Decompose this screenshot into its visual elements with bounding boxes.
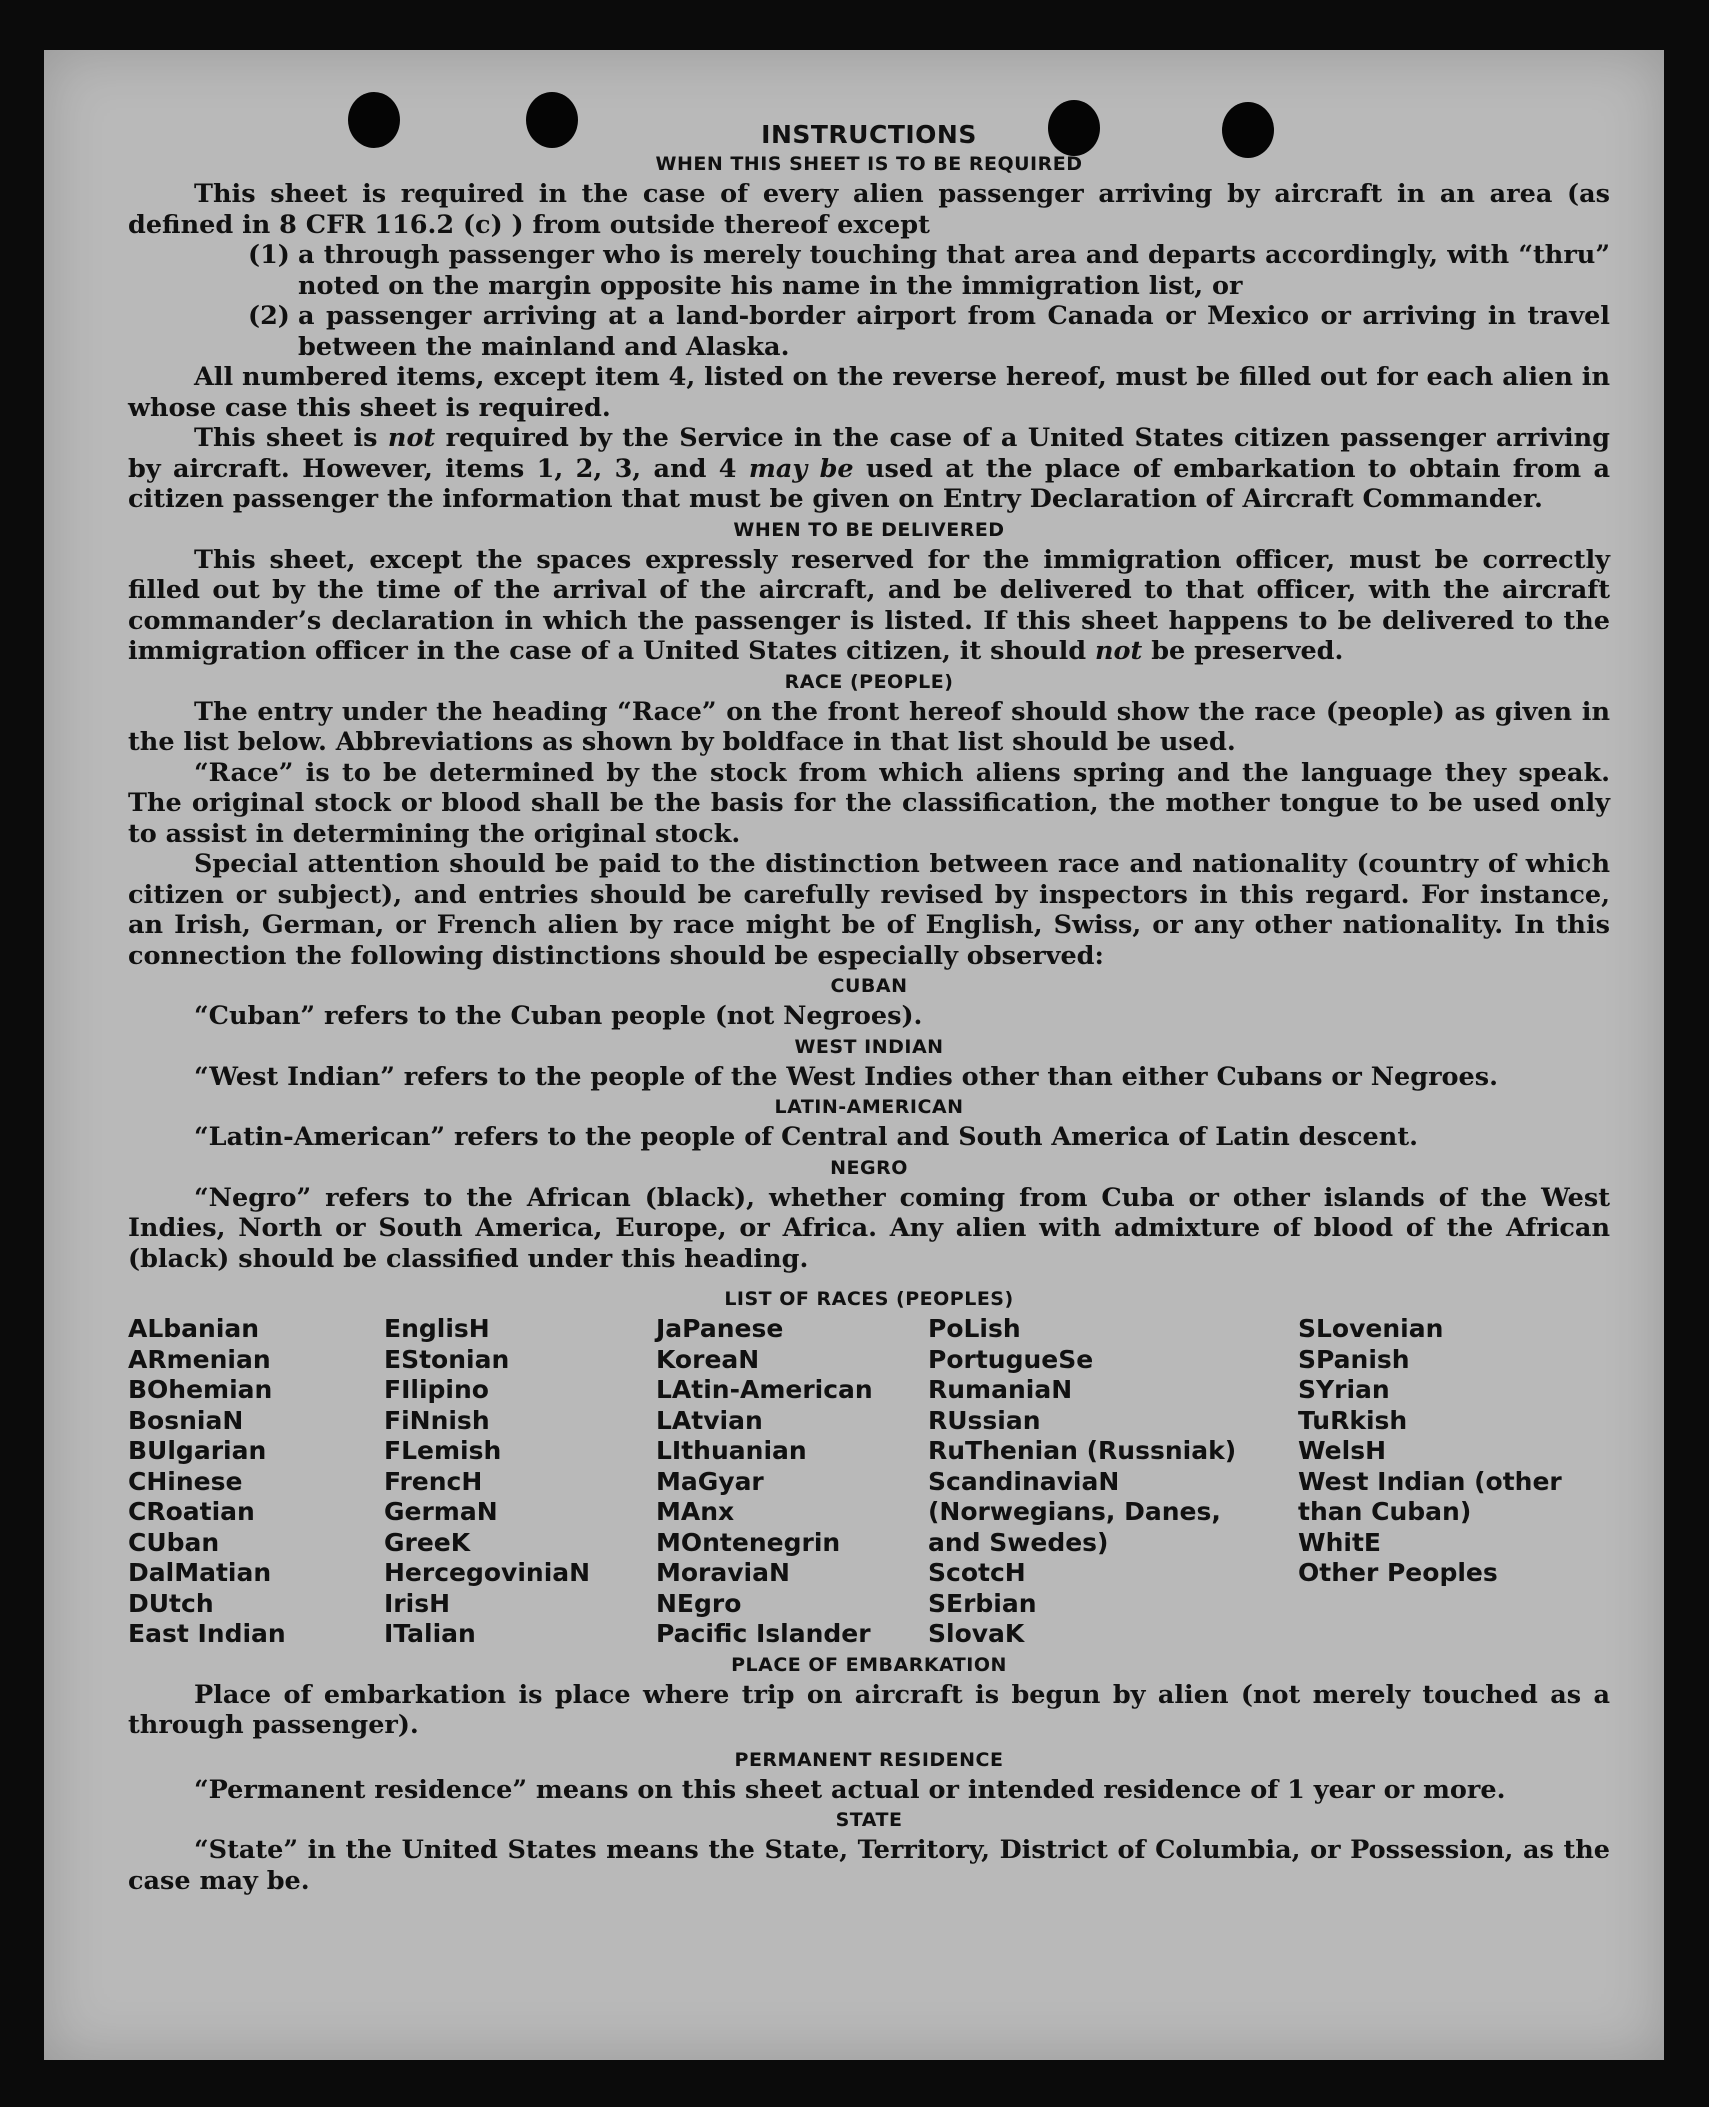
race-entry: JaPanese — [656, 1314, 784, 1343]
race-entry: GermaN — [384, 1497, 498, 1526]
race-entry: SLovenian — [1298, 1314, 1444, 1343]
race-entry: CRoatian — [128, 1497, 255, 1526]
race-entry: FrencH — [384, 1466, 483, 1496]
document-sheet — [44, 50, 1664, 2060]
item-text: a passenger arriving at a land-border airport from Canada or Mexico or arriving in travel between the mainland and Alaska. — [298, 301, 1610, 362]
race-entry: MoraviaN — [656, 1558, 790, 1587]
race-entry: DalMatian — [128, 1558, 272, 1587]
race-entry: GreeK — [384, 1527, 471, 1557]
race-entry: ARmenian — [128, 1344, 271, 1374]
paragraph: Special attention should be paid to the distinction between race and nationality (country of which citizen or subject), and entries should be carefully revised by inspectors in this regard. For instance, an Irish, German, or French alien by race might be of English, Swiss, or any other nationality. In this connection the following distinctions should be especially observed: — [128, 849, 1610, 971]
section-heading: PLACE OF EMBARKATION — [731, 1653, 1007, 1676]
race-entry: FiNnish — [384, 1405, 490, 1435]
race-entry: ScotcH — [928, 1558, 1026, 1587]
instructions-content — [128, 120, 1610, 1896]
race-entry: BOhemian — [128, 1375, 273, 1404]
race-entry: Other Peoples — [1298, 1558, 1498, 1587]
paragraph: The entry under the heading “Race” on the front hereof should show the race (people) as given in the list below. Abbreviations as shown by boldface in that list should be used. — [128, 696, 1610, 757]
section-heading: WHEN TO BE DELIVERED — [733, 518, 1005, 541]
section-heading: RACE (PEOPLE) — [784, 670, 954, 693]
section-heading: WEST INDIAN — [794, 1035, 944, 1058]
definition: “State” in the United States means the State, Territory, District of Columbia, or Possession, as the case may be. — [128, 1835, 1610, 1896]
race-entry: EStonian — [384, 1344, 510, 1374]
race-entry: RumaniaN — [928, 1375, 1073, 1404]
race-entry: EnglisH — [384, 1314, 490, 1343]
race-entry: RUssian — [928, 1405, 1041, 1435]
race-entry: LIthuanian — [656, 1436, 807, 1465]
race-entry: TuRkish — [1298, 1405, 1408, 1435]
race-entry: NEgro — [656, 1588, 742, 1618]
section-heading: PERMANENT RESIDENCE — [734, 1748, 1004, 1771]
section-heading: NEGRO — [830, 1156, 908, 1179]
definition: Place of embarkation is place where trip on aircraft is begun by alien (not merely touched as a through passenger). — [128, 1679, 1610, 1740]
page-title: INSTRUCTIONS — [761, 120, 977, 149]
race-entry: ITalian — [384, 1619, 476, 1648]
race-entry: WelsH — [1298, 1436, 1387, 1465]
paragraph: This sheet is not required by the Service in the case of a United States citizen passenger arriving by aircraft. However, items 1, 2, 3, and 4 may be used at the place of embarkation to obtain from a citizen passenger the information that must be given on Entry Declaration of Aircraft Commander. — [128, 423, 1610, 514]
race-column — [128, 1314, 384, 1650]
race-entry: BosniaN — [128, 1405, 244, 1435]
race-entry: East Indian — [128, 1619, 286, 1648]
paragraph: “Race” is to be determined by the stock from which aliens spring and the language they speak. The original stock or blood shall be the basis for the classification, the mother tongue to be used only to assist in determining the original stock. — [128, 757, 1610, 849]
item-number: (1) — [248, 240, 290, 270]
list-item — [128, 301, 1610, 362]
paragraph: All numbered items, except item 4, listed on the reverse hereof, must be filled out for each alien in whose case this sheet is required. — [128, 362, 1610, 423]
race-column — [1298, 1314, 1598, 1650]
race-column — [384, 1314, 656, 1650]
race-entry: RuThenian (Russniak) — [928, 1436, 1237, 1465]
race-entry: IrisH — [384, 1588, 451, 1618]
paragraph: This sheet is required in the case of every alien passenger arriving by aircraft in an area (as defined in 8 CFR 116.2 (c) ) from outside thereof except — [128, 179, 1610, 240]
race-entry: CUban — [128, 1527, 220, 1557]
race-entry: HercegoviniaN — [384, 1558, 591, 1587]
race-entry: SErbian — [928, 1588, 1037, 1618]
race-entry: WhitE — [1298, 1527, 1381, 1557]
race-entry: Pacific Islander — [656, 1619, 871, 1648]
race-entry: KoreaN — [656, 1344, 760, 1374]
definition: “Cuban” refers to the Cuban people (not Negroes). — [194, 1001, 923, 1031]
race-entry: ALbanian — [128, 1314, 260, 1343]
item-number: (2) — [248, 301, 290, 331]
race-column — [656, 1314, 928, 1650]
race-entry: LAtvian — [656, 1405, 763, 1435]
race-entry: CHinese — [128, 1466, 243, 1496]
race-entry: SYrian — [1298, 1375, 1390, 1404]
race-entry: BUlgarian — [128, 1436, 267, 1465]
race-entry: ScandinaviaN (Norwegians, Danes, and Swedes) — [928, 1466, 1221, 1557]
race-entry: PortugueSe — [928, 1344, 1094, 1374]
section-heading: STATE — [835, 1809, 903, 1831]
race-entry: MAnx — [656, 1497, 735, 1526]
race-entry: FIlipino — [384, 1375, 489, 1404]
race-entry: MOntenegrin — [656, 1527, 841, 1557]
list-item — [128, 240, 1610, 301]
race-entry: MaGyar — [656, 1466, 764, 1496]
section-heading: LATIN-AMERICAN — [774, 1096, 964, 1118]
race-column — [928, 1314, 1298, 1650]
item-text: a through passenger who is merely touching that area and departs accordingly, with “thru” noted on the margin opposite his name in the immigration list, or — [298, 240, 1610, 301]
definition: “Negro” refers to the African (black), whether coming from Cuba or other islands of the West Indies, North or South America, Europe, or Africa. Any alien with admixture of blood of the African (black) should be classified under this heading. — [128, 1182, 1610, 1274]
definition: “Latin-American” refers to the people of Central and South America of Latin descent. — [194, 1122, 1418, 1152]
definition: “West Indian” refers to the people of the West Indies other than either Cubans or Negroes. — [194, 1061, 1498, 1092]
race-entry: West Indian (other than Cuban) — [1298, 1466, 1562, 1526]
section-heading: WHEN THIS SHEET IS TO BE REQUIRED — [655, 153, 1083, 175]
race-list — [128, 1314, 1610, 1650]
definition: “Permanent residence” means on this sheet actual or intended residence of 1 year or more. — [194, 1774, 1506, 1805]
race-entry: LAtin-American — [656, 1375, 873, 1404]
race-entry: SlovaK — [928, 1619, 1025, 1648]
race-entry: DUtch — [128, 1588, 214, 1618]
section-heading: LIST OF RACES (PEOPLES) — [724, 1288, 1014, 1310]
paragraph: This sheet, except the spaces expressly reserved for the immigration officer, must be correctly filled out by the time of the arrival of the aircraft, and be delivered to that officer, with the aircraft commander’s declaration in which the passenger is listed. If this sheet happens to be delivered to the immigration officer in the case of a United States citizen, it should not be preserved. — [128, 544, 1610, 666]
race-entry: FLemish — [384, 1436, 502, 1465]
race-entry: SPanish — [1298, 1344, 1410, 1374]
section-heading: CUBAN — [830, 975, 908, 997]
race-entry: PoLish — [928, 1314, 1021, 1343]
